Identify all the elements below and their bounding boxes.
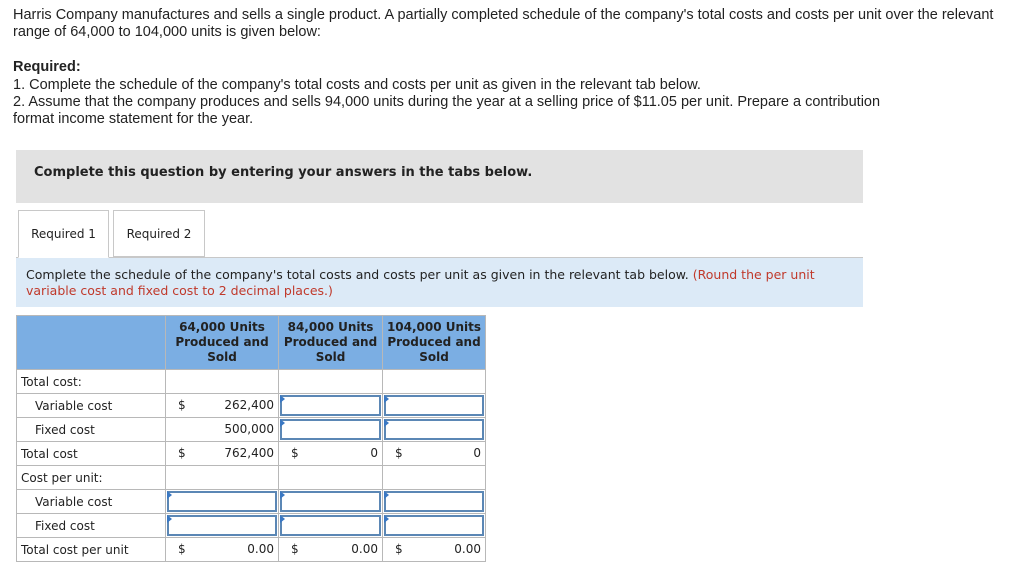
fixed-cost-pu-64k-input[interactable] [167,515,277,536]
table-row [17,418,486,442]
required-1-text: 1. Complete the schedule of the company's total costs and costs per unit as given in the relevant tab below. [13,77,701,93]
currency-symbol: $ [178,542,186,556]
instruction-text: Complete the schedule of the company's total costs and costs per unit as given in the relevant tab below. [26,267,689,282]
table-row [17,394,486,418]
input-flag-icon [384,395,389,403]
table-header-row [17,316,486,370]
fixed-cost-104k-input[interactable] [384,419,484,440]
header-104000-units: 104,000 Units Produced and Sold [383,316,486,370]
total-cost-pu-104k-value: 0.00 [454,542,481,556]
cost-schedule-table [16,315,486,562]
input-flag-icon [167,515,172,523]
row-label-fixed-cost: Fixed cost [17,418,166,442]
table-row [17,442,486,466]
variable-cost-64k-value: 262,400 [224,398,274,412]
table-row [17,514,486,538]
row-label-total-cost: Total cost [17,442,166,466]
fixed-cost-pu-84k-input[interactable] [280,515,381,536]
input-flag-icon [280,491,285,499]
input-flag-icon [384,419,389,427]
input-flag-icon [167,491,172,499]
variable-cost-84k-input[interactable] [280,395,381,416]
tab-required-2[interactable]: Required 2 [113,210,205,257]
header-64000-units: 64,000 Units Produced and Sold [166,316,279,370]
table-row [17,466,486,490]
total-cost-pu-64k-value: 0.00 [247,542,274,556]
total-cost-104k-value: 0 [473,446,481,460]
table-row [17,370,486,394]
variable-cost-104k-input[interactable] [384,395,484,416]
total-cost-64k-value: 762,400 [224,446,274,460]
row-label-fixed-cost-per-unit: Fixed cost [17,514,166,538]
variable-cost-pu-84k-input[interactable] [280,491,381,512]
row-label-total-cost-section: Total cost: [17,370,166,394]
variable-cost-pu-64k-input[interactable] [167,491,277,512]
currency-symbol: $ [291,446,299,460]
table-row [17,490,486,514]
fixed-cost-pu-104k-input[interactable] [384,515,484,536]
tab-instruction [16,258,863,307]
fixed-cost-84k-input[interactable] [280,419,381,440]
currency-symbol: $ [395,542,403,556]
tab-required-1[interactable]: Required 1 [18,210,109,258]
currency-symbol: $ [395,446,403,460]
instructions-banner [16,150,863,203]
input-flag-icon [384,515,389,523]
currency-symbol: $ [178,398,186,412]
row-label-variable-cost: Variable cost [17,394,166,418]
table-row [17,538,486,562]
intro-text: Harris Company manufactures and sells a single product. A partially completed schedule of the company's total costs and costs per unit over the relevant range of 64,000 to 104,000 units is given below: [13,7,994,40]
banner-text: Complete this question by entering your answers in the tabs below. [34,165,533,180]
input-flag-icon [280,419,285,427]
header-blank [17,316,166,370]
header-84000-units: 84,000 Units Produced and Sold [279,316,383,370]
input-flag-icon [280,515,285,523]
total-cost-pu-84k-value: 0.00 [351,542,378,556]
fixed-cost-64k-value: 500,000 [224,422,274,436]
row-label-variable-cost-per-unit: Variable cost [17,490,166,514]
required-2-text: 2. Assume that the company produces and sells 94,000 units during the year at a selling price of $11.05 per unit. Prepare a contribution format income statement for the year. [13,94,881,127]
rounding-note: (Round the per unit variable cost and fixed cost to 2 decimal places.) [26,267,815,298]
total-cost-84k-value: 0 [370,446,378,460]
row-label-total-cost-per-unit: Total cost per unit [17,538,166,562]
currency-symbol: $ [291,542,299,556]
input-flag-icon [384,491,389,499]
row-label-cost-per-unit-section: Cost per unit: [17,466,166,490]
currency-symbol: $ [178,446,186,460]
required-heading: Required: [13,59,81,75]
variable-cost-pu-104k-input[interactable] [384,491,484,512]
input-flag-icon [280,395,285,403]
